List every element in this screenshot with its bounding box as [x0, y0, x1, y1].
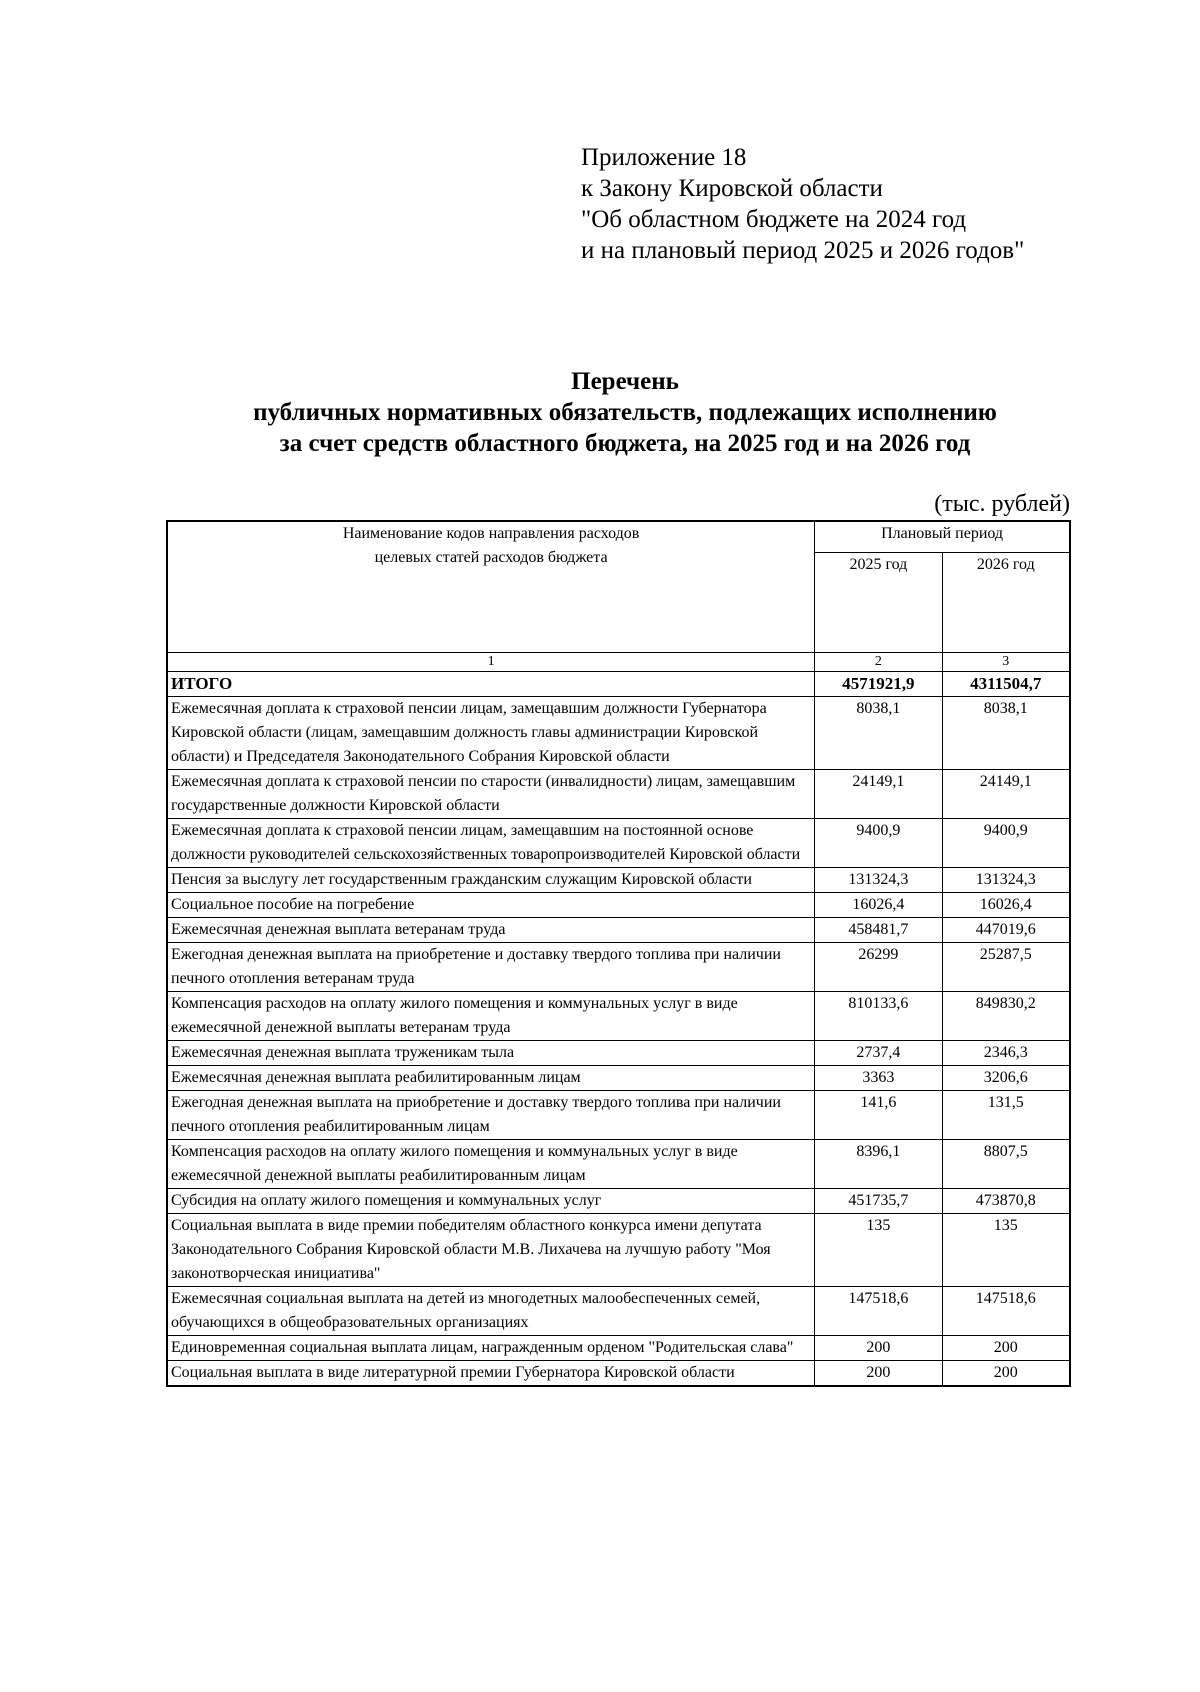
appendix-line: Приложение 18 — [581, 144, 747, 171]
obligations-table — [166, 520, 1071, 1387]
column-number: 3 — [942, 653, 1070, 672]
value-2025: 451735,7 — [815, 1189, 942, 1214]
value-2026: 131,5 — [942, 1091, 1070, 1140]
appendix-line: и на плановый период 2025 и 2026 годов" — [581, 237, 1025, 264]
value-2025: 26299 — [815, 943, 942, 992]
table-row — [167, 1361, 1070, 1387]
value-2025: 200 — [815, 1336, 942, 1361]
obligation-name: Ежемесячная доплата к страховой пенсии по старости (инвалидности) лицам, замещавшим государственные должности Кировской области — [167, 770, 815, 819]
year-2026-header: 2026 год — [942, 553, 1070, 653]
value-2025: 135 — [815, 1214, 942, 1287]
value-2025: 16026,4 — [815, 893, 942, 918]
obligation-name: Пенсия за выслугу лет государственным гражданским служащим Кировской области — [167, 868, 815, 893]
table-row — [167, 1140, 1070, 1189]
year-2025-header: 2025 год — [815, 553, 942, 653]
table-row — [167, 1214, 1070, 1287]
obligation-name: Ежемесячная доплата к страховой пенсии лицам, замещавшим на постоянной основе должности руководителей сельскохозяйственных товаропроизводителей Кировской области — [167, 819, 815, 868]
obligation-name: Единовременная социальная выплата лицам, награжденным орденом "Родительская слава" — [167, 1336, 815, 1361]
table-row — [167, 1091, 1070, 1140]
appendix-line: "Об областном бюджете на 2024 год — [581, 206, 967, 233]
name-column-header-line: Наименование кодов направления расходов — [342, 525, 640, 542]
period-header: Плановый период — [815, 521, 1070, 553]
heading-title: Перечень — [571, 368, 679, 395]
value-2026: 8038,1 — [942, 697, 1070, 770]
total-row — [167, 672, 1070, 697]
table-row — [167, 1189, 1070, 1214]
obligation-name: Ежемесячная доплата к страховой пенсии лицам, замещавшим должности Губернатора Кировской области (лицам, замещавшим должность главы администрации Кировской области) и Председателя Законодательного Собрания Кировской области — [167, 697, 815, 770]
value-2025: 141,6 — [815, 1091, 942, 1140]
value-2026: 131324,3 — [942, 868, 1070, 893]
obligation-name: Ежемесячная денежная выплата реабилитированным лицам — [167, 1066, 815, 1091]
value-2026: 147518,6 — [942, 1287, 1070, 1336]
value-2025: 147518,6 — [815, 1287, 942, 1336]
value-2025: 24149,1 — [815, 770, 942, 819]
value-2025: 3363 — [815, 1066, 942, 1091]
column-number-row — [167, 653, 1070, 672]
obligation-name: Ежегодная денежная выплата на приобретение и доставку твердого топлива при наличии печного отопления реабилитированным лицам — [167, 1091, 815, 1140]
value-2025: 810133,6 — [815, 992, 942, 1041]
table-row — [167, 1287, 1070, 1336]
value-2026: 849830,2 — [942, 992, 1070, 1041]
table-row — [167, 918, 1070, 943]
obligation-name: Социальное пособие на погребение — [167, 893, 815, 918]
total-label: ИТОГО — [167, 672, 815, 697]
heading-subtitle: публичных нормативных обязательств, подлежащих исполнению — [253, 399, 997, 426]
obligation-name: Компенсация расходов на оплату жилого помещения и коммунальных услуг в виде ежемесячной денежной выплаты ветеранам труда — [167, 992, 815, 1041]
document-heading — [150, 366, 1100, 459]
obligation-name: Компенсация расходов на оплату жилого помещения и коммунальных услуг в виде ежемесячной денежной выплаты реабилитированным лицам — [167, 1140, 815, 1189]
unit-label: (тыс. рублей) — [934, 491, 1070, 517]
table-row — [167, 1066, 1070, 1091]
table-header-row — [167, 521, 1070, 553]
column-number: 2 — [815, 653, 942, 672]
appendix-line: к Закону Кировской области — [581, 175, 883, 202]
total-2026: 4311504,7 — [942, 672, 1070, 697]
obligation-name: Ежемесячная социальная выплата на детей из многодетных малообеспеченных семей, обучающихся в общеобразовательных организациях — [167, 1287, 815, 1336]
value-2025: 8396,1 — [815, 1140, 942, 1189]
table-row — [167, 943, 1070, 992]
table-row — [167, 1041, 1070, 1066]
name-column-header-line: целевых статей расходов бюджета — [374, 549, 608, 566]
table-row — [167, 819, 1070, 868]
value-2025: 458481,7 — [815, 918, 942, 943]
table-row — [167, 868, 1070, 893]
value-2026: 3206,6 — [942, 1066, 1070, 1091]
obligation-name: Социальная выплата в виде литературной премии Губернатора Кировской области — [167, 1361, 815, 1387]
value-2025: 200 — [815, 1361, 942, 1387]
table-row — [167, 992, 1070, 1041]
value-2026: 16026,4 — [942, 893, 1070, 918]
value-2025: 9400,9 — [815, 819, 942, 868]
appendix-block — [581, 142, 1024, 266]
heading-subtitle: за счет средств областного бюджета, на 2025 год и на 2026 год — [279, 430, 971, 457]
table-row — [167, 893, 1070, 918]
value-2026: 2346,3 — [942, 1041, 1070, 1066]
value-2026: 9400,9 — [942, 819, 1070, 868]
column-number: 1 — [167, 653, 815, 672]
value-2025: 131324,3 — [815, 868, 942, 893]
value-2025: 8038,1 — [815, 697, 942, 770]
obligation-name: Ежемесячная денежная выплата ветеранам труда — [167, 918, 815, 943]
value-2026: 200 — [942, 1361, 1070, 1387]
total-2025: 4571921,9 — [815, 672, 942, 697]
table-row — [167, 1336, 1070, 1361]
value-2026: 135 — [942, 1214, 1070, 1287]
value-2026: 200 — [942, 1336, 1070, 1361]
value-2026: 24149,1 — [942, 770, 1070, 819]
table-row — [167, 770, 1070, 819]
value-2026: 25287,5 — [942, 943, 1070, 992]
obligation-name: Социальная выплата в виде премии победителям областного конкурса имени депутата Законодательного Собрания Кировской области М.В. Лихачева на лучшую работу "Моя законотворческая инициатива" — [167, 1214, 815, 1287]
obligation-name: Ежегодная денежная выплата на приобретение и доставку твердого топлива при наличии печного отопления ветеранам труда — [167, 943, 815, 992]
obligation-name: Субсидия на оплату жилого помещения и коммунальных услуг — [167, 1189, 815, 1214]
value-2026: 447019,6 — [942, 918, 1070, 943]
value-2025: 2737,4 — [815, 1041, 942, 1066]
table-row — [167, 697, 1070, 770]
name-column-header — [167, 521, 815, 653]
obligation-name: Ежемесячная денежная выплата труженикам тыла — [167, 1041, 815, 1066]
value-2026: 473870,8 — [942, 1189, 1070, 1214]
value-2026: 8807,5 — [942, 1140, 1070, 1189]
